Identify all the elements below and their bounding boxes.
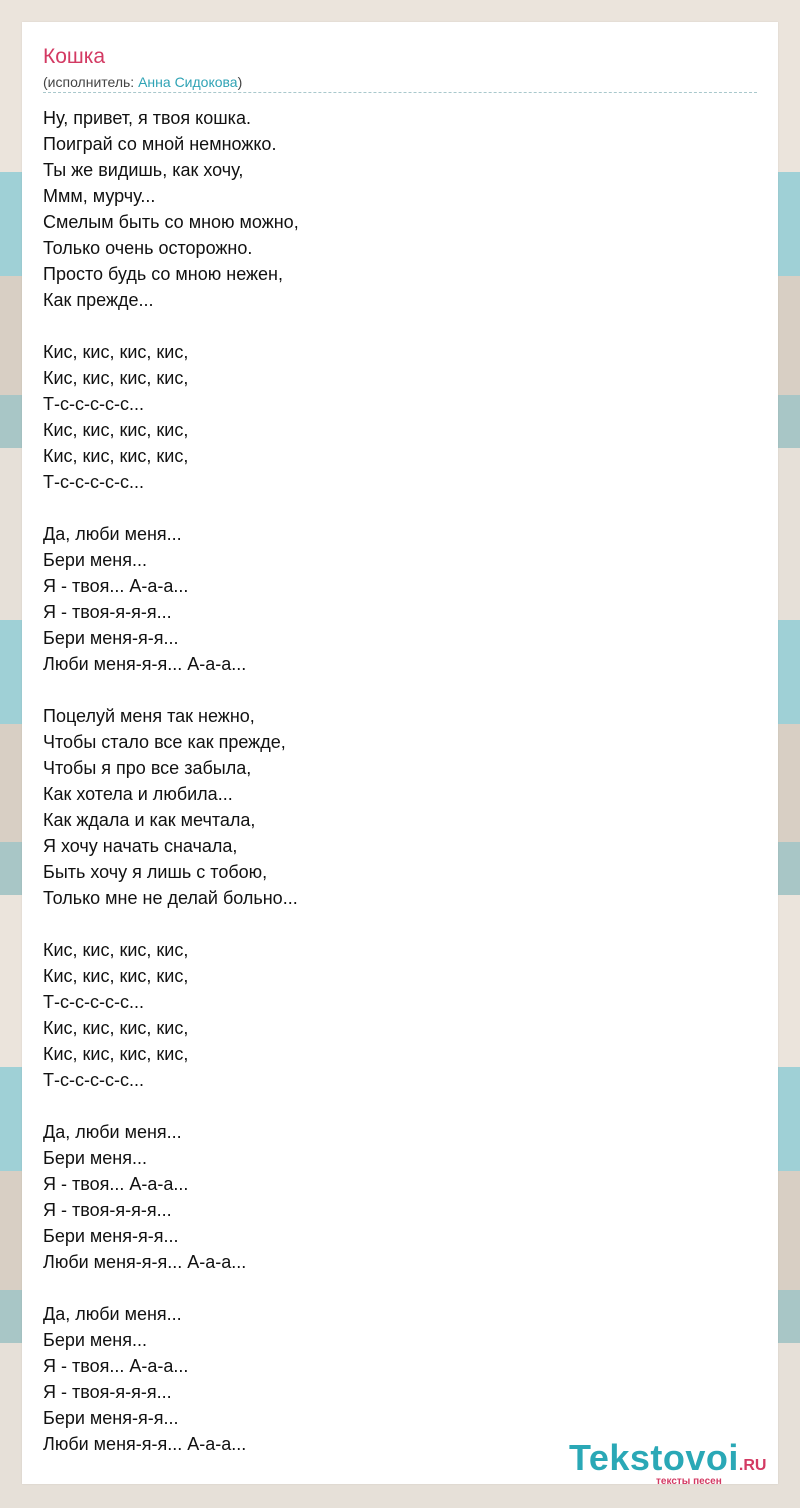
lyric-line: Да, люби меня... — [43, 1304, 182, 1324]
lyric-line: Как хотела и любила... — [43, 784, 233, 804]
lyric-line: Просто будь со мною нежен, — [43, 264, 283, 284]
lyric-line: Я хочу начать сначала, — [43, 836, 238, 856]
lyric-line: Бери меня-я-я... — [43, 628, 179, 648]
artist-link[interactable]: Анна Сидокова — [138, 74, 238, 90]
lyric-line: Кис, кис, кис, кис, — [43, 940, 189, 960]
lyric-line: Быть хочу я лишь с тобою, — [43, 862, 268, 882]
lyric-line: Только мне не делай больно... — [43, 888, 298, 908]
lyric-line: Люби меня-я-я... А-а-а... — [43, 654, 247, 674]
stanza-gap — [43, 677, 743, 703]
lyric-line: Бери меня-я-я... — [43, 1226, 179, 1246]
lyric-line: Бери меня... — [43, 550, 147, 570]
lyric-line: Поцелуй меня так нежно, — [43, 706, 255, 726]
lyric-line: Бери меня... — [43, 1148, 147, 1168]
lyric-line: Кис, кис, кис, кис, — [43, 1018, 189, 1038]
lyric-line: Чтобы стало все как прежде, — [43, 732, 286, 752]
stanza-gap — [43, 911, 743, 937]
lyric-line: Смелым быть со мною можно, — [43, 212, 299, 232]
lyric-line: Ну, привет, я твоя кошка. — [43, 108, 251, 128]
lyric-line: Кис, кис, кис, кис, — [43, 342, 189, 362]
lyric-line: Да, люби меня... — [43, 1122, 182, 1142]
artist-suffix: ) — [237, 74, 243, 90]
lyric-line: Люби меня-я-я... А-а-а... — [43, 1434, 247, 1454]
lyric-line: Как ждала и как мечтала, — [43, 810, 256, 830]
stanza-gap — [43, 495, 743, 521]
title-divider — [43, 92, 757, 93]
lyric-line: Кис, кис, кис, кис, — [43, 420, 189, 440]
artist-prefix: (исполнитель: — [43, 74, 139, 90]
lyric-line: Бери меня-я-я... — [43, 1408, 179, 1428]
lyric-line: Ммм, мурчу... — [43, 186, 156, 206]
lyric-line: Я - твоя-я-я-я... — [43, 1382, 172, 1402]
lyric-line: Кис, кис, кис, кис, — [43, 1044, 189, 1064]
lyric-line: Бери меня... — [43, 1330, 147, 1350]
lyric-line: Т-с-с-с-с-с... — [43, 472, 144, 492]
lyric-line: Я - твоя-я-я-я... — [43, 1200, 172, 1220]
lyric-line: Как прежде... — [43, 290, 154, 310]
lyric-line: Т-с-с-с-с-с... — [43, 992, 144, 1012]
artist-line — [43, 73, 242, 91]
lyric-line: Чтобы я про все забыла, — [43, 758, 252, 778]
brand-name: Tekstovoi — [569, 1437, 739, 1478]
stanza-gap — [43, 1275, 743, 1301]
lyric-line: Ты же видишь, как хочу, — [43, 160, 244, 180]
lyrics-body — [43, 105, 743, 1457]
lyric-line: Кис, кис, кис, кис, — [43, 368, 189, 388]
lyric-line: Я - твоя... А-а-а... — [43, 576, 189, 596]
brand-domain: .RU — [738, 1457, 767, 1474]
lyric-line: Т-с-с-с-с-с... — [43, 1070, 144, 1090]
lyric-line: Кис, кис, кис, кис, — [43, 966, 189, 986]
lyric-line: Да, люби меня... — [43, 524, 182, 544]
lyric-line: Я - твоя-я-я-я... — [43, 602, 172, 622]
lyric-line: Т-с-с-с-с-с... — [43, 394, 144, 414]
lyrics-card — [22, 22, 778, 1487]
stanza-gap — [43, 1093, 743, 1119]
lyric-line: Только очень осторожно. — [43, 238, 253, 258]
song-title: Кошка — [43, 45, 106, 68]
lyric-line: Я - твоя... А-а-а... — [43, 1174, 189, 1194]
lyric-line: Кис, кис, кис, кис, — [43, 446, 189, 466]
stanza-gap — [43, 313, 743, 339]
lyric-line: Люби меня-я-я... А-а-а... — [43, 1252, 247, 1272]
brand-tagline: тексты песен — [656, 1476, 722, 1487]
lyric-line: Поиграй со мной немножко. — [43, 134, 277, 154]
lyric-line: Я - твоя... А-а-а... — [43, 1356, 189, 1376]
